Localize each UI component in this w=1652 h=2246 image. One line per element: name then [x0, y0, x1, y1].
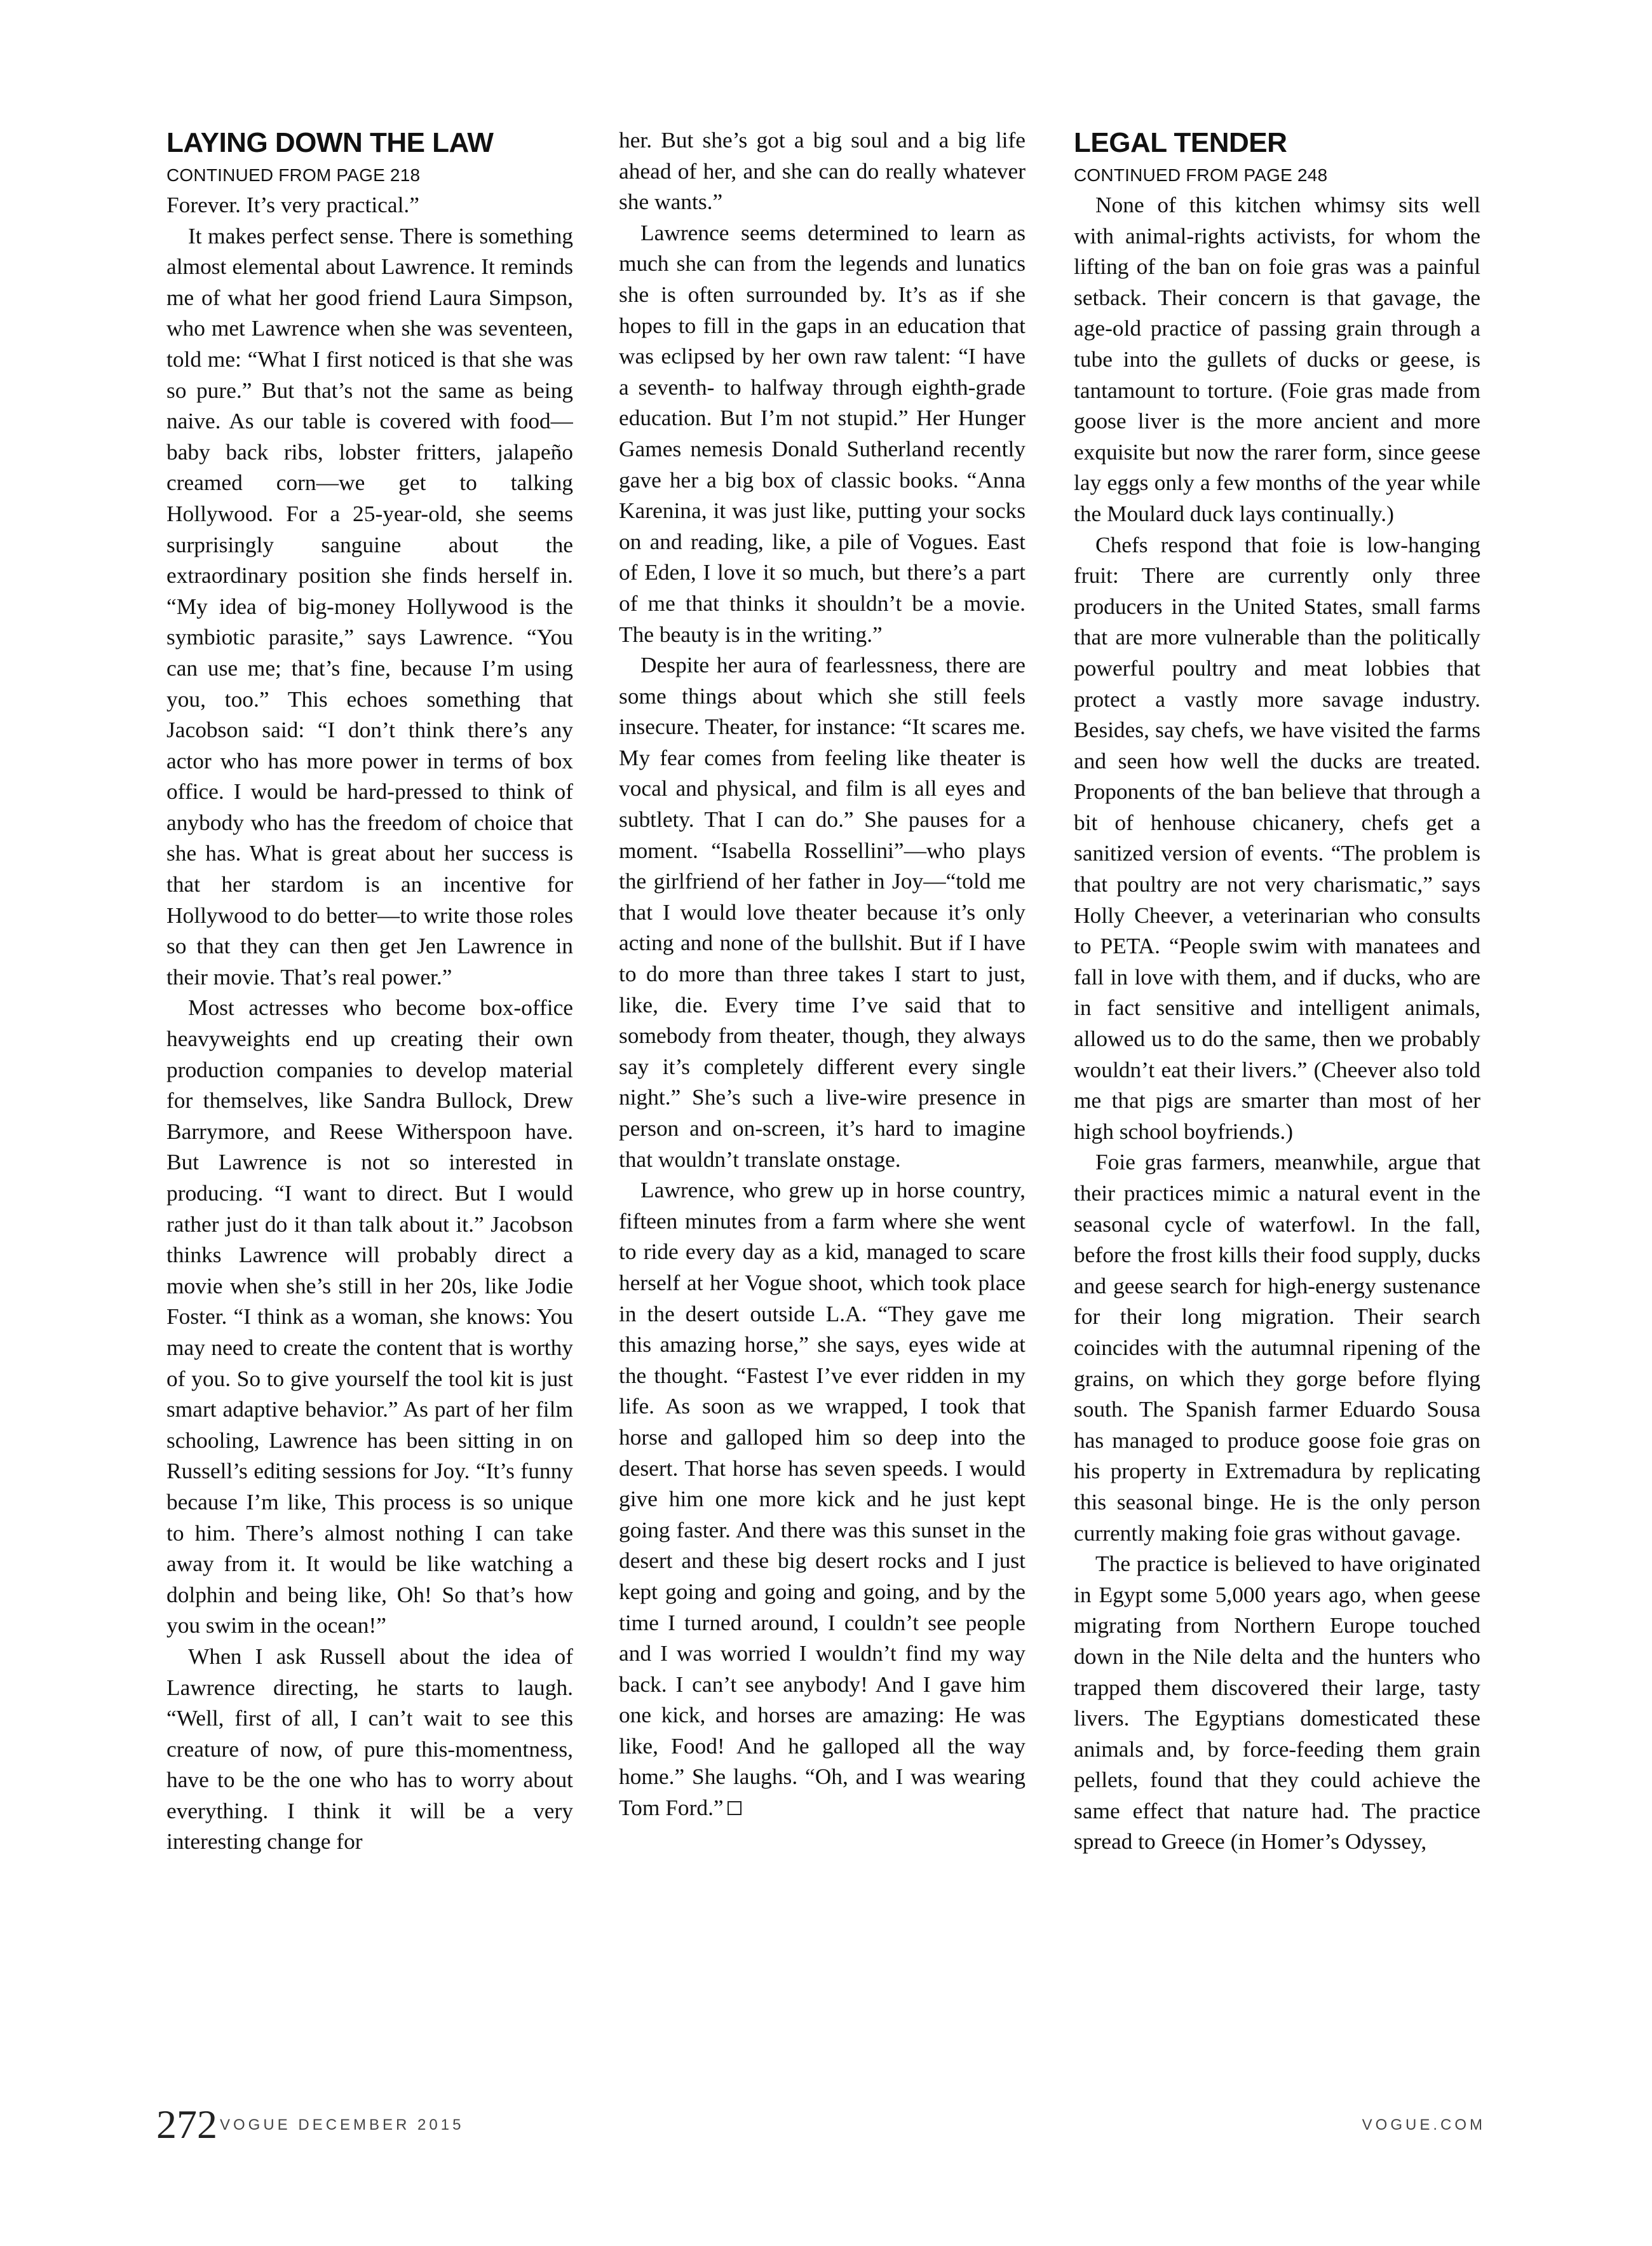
paragraph: Lawrence seems determined to learn as much she can from the legends and lunatics she is often surrounded by. It’s as if she hopes to fill in the gaps in an education that was eclipsed by her own raw talent: “I have a seventh- to halfway through eighth-grade education. But I’m not stupid.” Her Hunger Games nemesis Donald Sutherland recently gave her a big box of classic books. “Anna Karenina, it was just like, putting your socks on and reading, like, a pile of Vogues. East of Eden, I love it so much, but there’s a part of me that thinks it shouldn’t be a movie. The beauty is in the writing.” [619, 219, 1026, 647]
paragraph: None of this kitchen whimsy sits well with animal-rights activists, for whom the lifting of the ban on foie gras was a painful setback. Their concern is that gavage, the age-old practice of passing grain through a tube into the gullets of ducks or geese, is tantamount to torture. (Foie gras made from goose liver is the more ancient and more exquisite but now the rarer form, since geese lay eggs only a few months of the year while the Moulard duck lays continually.) [1074, 192, 1480, 526]
article-heading: LAYING DOWN THE LAW [166, 127, 494, 158]
article-heading: LEGAL TENDER [1074, 127, 1287, 158]
end-mark-icon [728, 1801, 741, 1815]
continued-from-label: CONTINUED FROM PAGE 248 [1074, 165, 1328, 185]
magazine-issue: VOGUE DECEMBER 2015 [220, 2116, 464, 2134]
paragraph-final [619, 1174, 1026, 1823]
paragraph: The practice is believed to have originated in Egypt some 5,000 years ago, when geese migrating from Northern Europe touched down in the Nile delta and the hunters who trapped them discovered their large, tasty livers. The Egyptians domesticated these animals and, by force-feeding them grain pellets, found that they could achieve the same effect that nature had. The practice spread to Greece (in Homer’s Odyssey, [1074, 1551, 1480, 1855]
paragraph: Despite her aura of fearlessness, there are some things about which she still feels insecure. Theater, for instance: “It scares me. My fear comes from feeling like theater is vocal and physical, and film is all eyes and subtlety. That I can do.” She pauses for a moment. “Isabella Rossellini”—who plays the girlfriend of her father in Joy—“told me that I would love theater because it’s only acting and none of the bullshit. But if I have to do more than three takes I start to just, like, die. Every time I’ve said that to somebody from theater, though, they always say it’s completely different every single night.” She’s such a live-wire presence in person and on-screen, it’s hard to imagine that wouldn’t translate onstage. [619, 652, 1026, 1172]
paragraph: It makes perfect sense. There is something almost elemental about Lawrence. It reminds me of what her good friend Laura Simpson, who met Lawrence when she was seventeen, told me: “What I first noticed is that she was so pure.” But that’s not the same as being naive. As our table is covered with food—baby back ribs, lobster fritters, jalapeño creamed corn—we get to talking Hollywood. For a 25-year-old, she seems surprisingly sanguine about the extraordinary position she finds herself in. “My idea of big-money Hollywood is the symbiotic parasite,” says Lawrence. “You can use me; that’s fine, because I’m using you, too.” This echoes something that Jacobson said: “I don’t think there’s any actor who has more power in terms of box office. I would be hard-pressed to think of anybody who has the freedom of choice that she has. What is great about her success is that her stardom is an incentive for Hollywood to do better—to write those roles so that they can then get Jen Lawrence in their movie. That’s real power.” [166, 222, 573, 990]
continued-from-label: CONTINUED FROM PAGE 218 [166, 165, 421, 185]
article-column-2 [619, 125, 1026, 2132]
paragraph: Forever. It’s very practical.” [166, 192, 419, 217]
page-number: 272 [156, 2102, 217, 2147]
paragraph: Foie gras farmers, meanwhile, argue that their practices mimic a natural event in the seasonal cycle of waterfowl. In the fall, before the frost kills their food supply, ducks and geese search for high-energy sustenance for their long migration. Their search coincides with the autumnal ripening of the grains, on which they gorge before flying south. The Spanish farmer Eduardo Sousa has managed to produce goose foie gras on his property in Extremadura by replicating this seasonal binge. He is the only person currently making foie gras without gavage. [1074, 1149, 1480, 1546]
paragraph: Most actresses who become box-office heavyweights end up creating their own production companies to develop material for themselves, like Sandra Bullock, Drew Barrymore, and Reese Witherspoon have. But Lawrence is not so interested in producing. “I want to direct. But I would rather just do it than talk about it.” Jacobson thinks Lawrence will probably direct a movie when she’s still in her 20s, like Jodie Foster. “I think as a woman, she knows: You may need to create the content that is worthy of you. So to give yourself the tool kit is just smart adaptive behavior.” As part of her film schooling, Lawrence has been sitting in on Russell’s editing sessions for Joy. “It’s funny because I’m like, This process is so unique to him. There’s almost nothing I can take away from it. It would be like watching a dolphin and being like, Oh! So that’s how you swim in the ocean!” [166, 995, 573, 1638]
page-footer [156, 2102, 1486, 2153]
article-column-1 [166, 125, 573, 2132]
paragraph: When I ask Russell about the idea of Lawrence directing, he starts to laugh. “Well, first of all, I can’t wait to see this creature of now, of pure this-momentness, have to be the one who has to worry about everything. I think it will be a very interesting change for [166, 1643, 573, 1855]
paragraph-text: Lawrence, who grew up in horse country, fifteen minutes from a farm where she went to ride every day as a kid, managed to scare herself at her Vogue shoot, which took place in the desert outside L.A. “They gave me this amazing horse,” she says, eyes wide at the thought. “Fastest I’ve ever ridden in my life. As soon as we wrapped, I took that horse and galloped him so deep into the desert. That horse has seven speeds. I would give him one more kick and he just kept going faster. And there was this sunset in the desert and these big desert rocks and I just kept going and going and going, and by the time I turned around, I couldn’t see people and I was worried I wouldn’t find my way back. I can’t see anybody! And I gave him one kick, and horses are amazing: He was like, Food! And he galloped all the way home.” She laughs. “Oh, and I was wearing Tom Ford.” [619, 1177, 1026, 1821]
article-column-3 [1074, 125, 1480, 2132]
website-label: VOGUE.COM [1362, 2116, 1486, 2134]
paragraph: Chefs respond that foie is low-hanging fruit: There are currently only three producers in the United States, small farms that are more vulnerable than the politically powerful poultry and meat lobbies that protect a vastly more savage industry. Besides, say chefs, we have visited the farms and seen how well the ducks are treated. Proponents of the ban believe that through a bit of henhouse chicanery, chefs get a sanitized version of events. “The problem is that poultry are not very charismatic,” says Holly Cheever, a veterinarian who consults to PETA. “People swim with manatees and fall in love with them, and if ducks, who are in fact sensitive and intelligent animals, allowed us to do the same, then we probably wouldn’t eat their livers.” (Cheever also told me that pigs are smarter than most of her high school boyfriends.) [1074, 531, 1480, 1144]
paragraph: her. But she’s got a big soul and a big life ahead of her, and she can do really whatever she wants.” [619, 127, 1026, 215]
